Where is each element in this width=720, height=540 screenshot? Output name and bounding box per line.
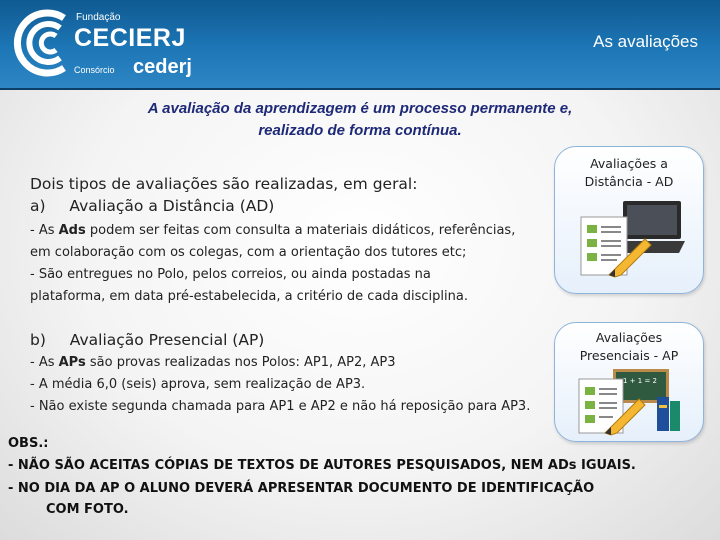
obs-title: OBS.: [8, 436, 49, 451]
page-title: As avaliações [593, 32, 698, 51]
header-bar [0, 0, 720, 90]
obs-line-1: - NÃO SÃO ACEITAS CÓPIAS DE TEXTOS DE AUTORES PESQUISADOS, NEM ADs IGUAIS. [8, 458, 636, 473]
callout-ap [554, 322, 704, 442]
ap-heading-marker: b) [30, 331, 46, 349]
chalkboard-document-illustration [573, 367, 689, 437]
intro-line-2: realizado de forma contínua. [258, 122, 462, 139]
callout-ad-line-2: Distância - AD [584, 174, 674, 189]
callout-ad [554, 146, 704, 294]
intro-line-1: A avaliação da aprendizagem é um processo permanente e, [147, 100, 573, 117]
callout-ap-line-1: Avaliações [595, 330, 663, 345]
logo-fundacao-text: Fundação [76, 12, 121, 23]
obs-line-3: COM FOTO. [46, 502, 129, 517]
ad-heading-text: Avaliação a Distância (AD) [69, 197, 275, 215]
logo-cederj-text: cederj [133, 56, 192, 78]
ap-heading-text: Avaliação Presencial (AP) [69, 331, 265, 349]
ap-line-1-rest: são provas realizadas nos Polos: AP1, AP2, AP3 [85, 355, 396, 370]
logo-rings-icon [8, 4, 74, 82]
ad-line-4: plataforma, em data pré-estabelecida, a critério de cada disciplina. [30, 289, 468, 304]
ap-heading [30, 329, 264, 351]
ap-line-2: - A média 6,0 (seis) aprova, sem realização de AP3. [30, 377, 366, 392]
ad-heading-marker: a) [30, 197, 46, 215]
callout-ad-line-1: Avaliações a [590, 156, 668, 171]
ad-line-1-bold: Ads [58, 223, 86, 238]
logo-consorcio-text: Consórcio [74, 65, 115, 75]
ap-line-1-bold: APs [58, 355, 86, 370]
svg-text:1 + 1 = 2: 1 + 1 = 2 [623, 377, 657, 385]
ad-line-2: em colaboração com os colegas, com a orientação dos tutores etc; [30, 245, 467, 260]
ad-line-1 [30, 220, 515, 242]
ad-heading [30, 195, 274, 217]
ad-line-3: - São entregues no Polo, pelos correios, ou ainda postadas na [30, 267, 431, 282]
intro-statement [90, 98, 630, 142]
books-icon [657, 397, 680, 431]
ad-line-1-rest: podem ser feitas com consulta a materiais didáticos, referências, [85, 223, 516, 238]
ap-line-1 [30, 352, 396, 374]
ap-line-3: - Não existe segunda chamada para AP1 e AP2 e não há reposição para AP3. [30, 399, 531, 414]
laptop-document-illustration [575, 197, 687, 285]
cecierj-logo [8, 4, 198, 82]
ap-line-1-prefix: - As [30, 355, 59, 370]
ad-line-1-prefix: - As [30, 223, 59, 238]
section-lead: Dois tipos de avaliações são realizadas, em geral: [30, 175, 418, 193]
obs-line-2: - NO DIA DA AP O ALUNO DEVERÁ APRESENTAR DOCUMENTO DE IDENTIFICAÇÃO [8, 481, 595, 496]
callout-ap-line-2: Presenciais - AP [579, 348, 679, 363]
logo-cecierj-text: CECIERJ [74, 24, 186, 52]
